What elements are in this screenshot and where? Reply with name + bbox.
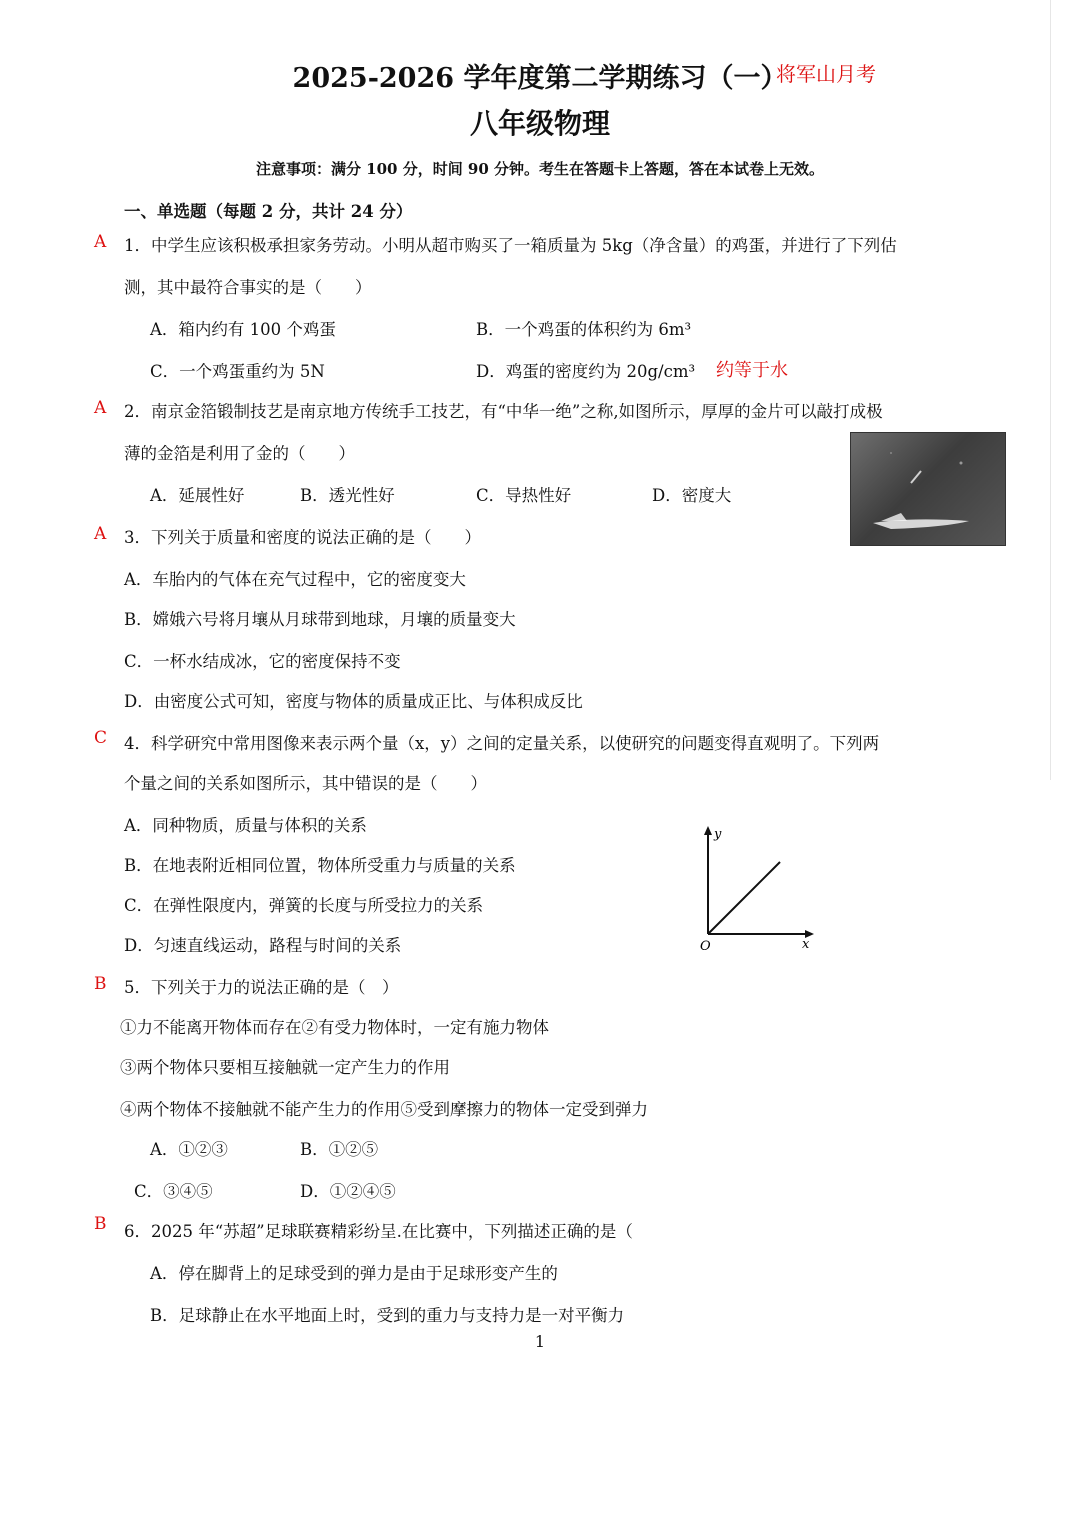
q3-stem: 3．下列关于质量和密度的说法正确的是（ ） [124,528,481,547]
q4-stem-line1: 4．科学研究中常用图像来表示两个量（x，y）之间的定量关系，以使研究的问题变得直观明了。下列两 [124,734,880,753]
handwritten-tag: 将军山月考 [776,62,876,86]
answer-mark-q6: B [94,1214,107,1234]
page-number: 1 [534,1332,546,1351]
answer-mark-q3: A [94,524,107,544]
q5-statement-3: ④两个物体不接触就不能产生力的作用⑤受到摩擦力的物体一定受到弹力 [120,1100,648,1119]
q2-option-a: A．延展性好 [150,486,245,505]
section-title: 一、单选题（每题 2 分，共计 24 分） [124,202,413,221]
q6-option-b: B．足球静止在水平地面上时，受到的重力与支持力是一对平衡力 [150,1306,625,1325]
q3-option-d: D．由密度公式可知，密度与物体的质量成正比、与体积成反比 [124,692,583,711]
q5-statement-1: ①力不能离开物体而存在②有受力物体时，一定有施力物体 [120,1018,549,1037]
q2-option-b: B．透光性好 [300,486,395,505]
answer-mark-q4: C [94,728,108,748]
gold-leaf-photo-art [851,433,1005,545]
answer-mark-q5: B [94,974,107,994]
q6-stem: 6．2025 年“苏超”足球联赛精彩纷呈.在比赛中，下列描述正确的是（ [124,1222,633,1241]
q5-stem: 5．下列关于力的说法正确的是（ ） [124,978,399,997]
q5-option-b: B．①②⑤ [300,1140,379,1159]
xy-graph [696,822,826,954]
q5-option-c: C．③④⑤ [134,1182,213,1201]
q1-stem-line1: 1．中学生应该积极承担家务劳动。小明从超市购买了一箱质量为 5kg（净含量）的鸡蛋，并进行了下列估 [124,236,897,255]
q3-option-c: C．一杯水结成冰，它的密度保持不变 [124,652,401,671]
y-axis-arrow [704,826,712,835]
q5-statement-2: ③两个物体只要相互接触就一定产生力的作用 [120,1058,450,1077]
q3-option-b: B．嫦娥六号将月壤从月球带到地球，月壤的质量变大 [124,610,516,629]
q5-option-d: D．①②④⑤ [300,1182,396,1201]
q1-stem-line2: 测，其中最符合事实的是（ ） [124,278,372,297]
handwritten-note-q1: 约等于水 [716,360,788,381]
q4-option-d: D．匀速直线运动，路程与时间的关系 [124,936,402,955]
q2-stem-line1: 2．南京金箔锻制技艺是南京地方传统手工技艺，有“中华一绝”之称,如图所示，厚厚的金片可以敲打成极 [124,402,883,421]
q5-option-a: A．①②③ [150,1140,228,1159]
y-axis-label: y [714,827,722,842]
answer-mark-q2: A [94,398,107,418]
q4-option-a: A．同种物质，质量与体积的关系 [124,816,367,835]
q2-option-c: C．导热性好 [476,486,572,505]
q4-stem-line2: 个量之间的关系如图所示，其中错误的是（ ） [124,774,487,793]
answer-mark-q1: A [94,232,107,252]
q1-option-d: D．鸡蛋的密度约为 20g/cm³ [476,362,696,381]
q1-option-b: B．一个鸡蛋的体积约为 6m³ [476,320,692,339]
origin-label: O [700,939,711,954]
exam-notice: 注意事项：满分 100 分，时间 90 分钟。考生在答题卡上答题，答在本试卷上无效。 [255,160,825,178]
q4-option-b: B．在地表附近相同位置，物体所受重力与质量的关系 [124,856,516,875]
q4-option-c: C．在弹性限度内，弹簧的长度与所受拉力的关系 [124,896,484,915]
exam-subtitle: 八年级物理 [469,107,610,140]
proportional-line [708,862,780,934]
x-axis-label: x [802,937,810,952]
gold-leaf-photo [850,432,1006,546]
exam-title: 2025-2026 学年度第二学期练习（一） [292,63,788,94]
q1-option-c: C．一个鸡蛋重约为 5N [150,362,325,381]
q2-stem-line2: 薄的金箔是利用了金的（ ） [124,444,355,463]
q6-option-a: A．停在脚背上的足球受到的弹力是由于足球形变产生的 [150,1264,558,1283]
q1-option-a: A．箱内约有 100 个鸡蛋 [150,320,336,339]
q3-option-a: A．车胎内的气体在充气过程中，它的密度变大 [124,570,466,589]
q2-option-d: D．密度大 [652,486,732,505]
